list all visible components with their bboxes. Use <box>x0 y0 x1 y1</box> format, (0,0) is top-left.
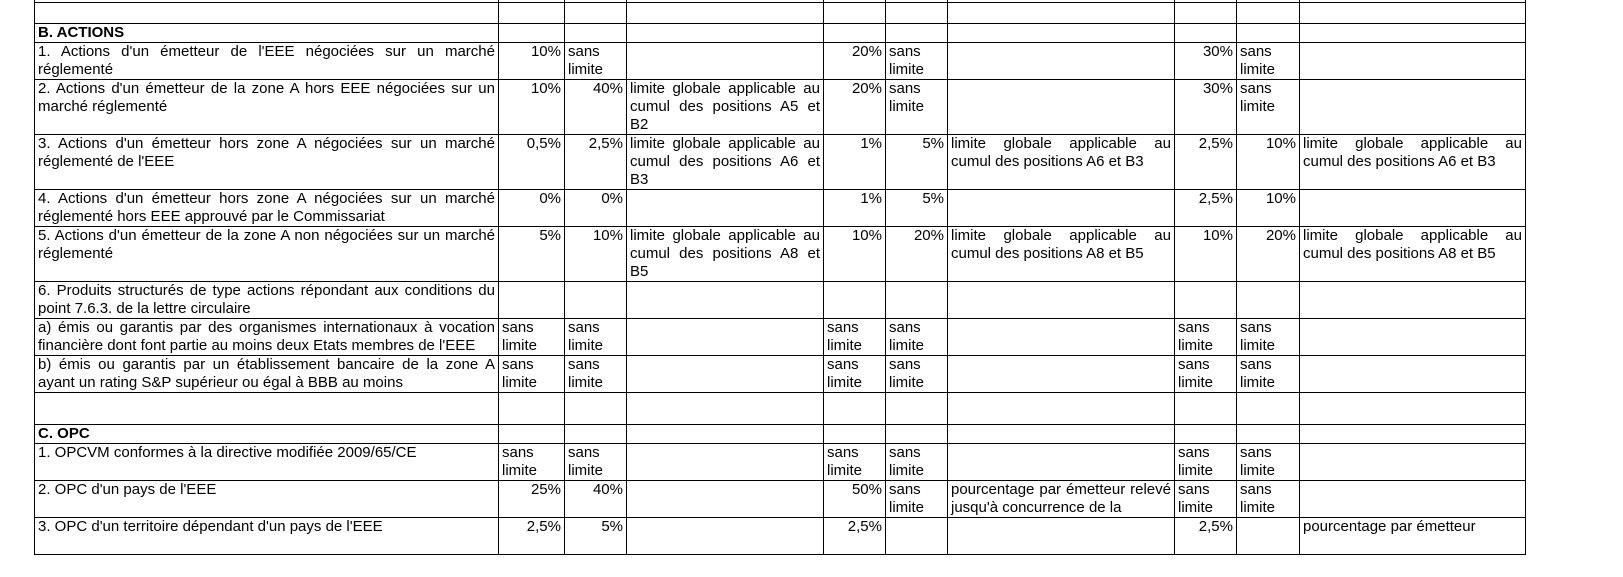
note-cell <box>948 356 1175 393</box>
table-row <box>35 319 1526 356</box>
table-row <box>35 356 1526 393</box>
limit-cell: sans limite <box>565 356 627 393</box>
note-cell <box>627 444 824 481</box>
limit-cell: 20% <box>824 43 886 80</box>
note-cell: limite globale applicable au cumul des positions A8 et B5 <box>948 227 1175 282</box>
note-cell: pourcentage par émetteur relevé jusqu'à concurrence de la <box>948 481 1175 518</box>
limit-cell: sans limite <box>1237 319 1300 356</box>
row-label: 6. Produits structurés de type actions répondant aux conditions du point 7.6.3. de la lettre circulaire <box>35 282 499 319</box>
limit-cell: sans limite <box>1175 356 1237 393</box>
limit-cell: sans limite <box>1175 444 1237 481</box>
limit-cell: 10% <box>1175 227 1237 282</box>
note-cell <box>627 518 824 555</box>
limit-cell: sans limite <box>565 319 627 356</box>
limit-cell: sans limite <box>824 356 886 393</box>
limit-cell: sans limite <box>886 481 948 518</box>
investment-limits-table <box>34 0 1526 555</box>
row-label: 3. OPC d'un territoire dépendant d'un pays de l'EEE <box>35 518 499 555</box>
limit-cell: 1% <box>824 190 886 227</box>
limit-cell: sans limite <box>1237 481 1300 518</box>
limit-cell: sans limite <box>886 43 948 80</box>
note-cell <box>948 43 1175 80</box>
note-cell <box>1300 80 1526 135</box>
note-cell <box>627 319 824 356</box>
row-label: 3. Actions d'un émetteur hors zone A négociées sur un marché réglementé de l'EEE <box>35 135 499 190</box>
note-cell <box>627 43 824 80</box>
note-cell <box>948 319 1175 356</box>
limit-cell: 10% <box>499 43 565 80</box>
row-label: 1. OPCVM conformes à la directive modifiée 2009/65/CE <box>35 444 499 481</box>
note-cell: limite globale applicable au cumul des positions A5 et B2 <box>627 80 824 135</box>
table-row <box>35 444 1526 481</box>
limit-cell: 5% <box>886 190 948 227</box>
note-cell <box>948 190 1175 227</box>
limit-cell: sans limite <box>1237 80 1300 135</box>
table-row <box>35 282 1526 319</box>
note-cell <box>1300 319 1526 356</box>
limit-cell: 20% <box>1237 227 1300 282</box>
note-cell <box>948 518 1175 555</box>
row-label: 1. Actions d'un émetteur de l'EEE négociées sur un marché réglementé <box>35 43 499 80</box>
limit-cell: 2,5% <box>824 518 886 555</box>
limit-cell: 10% <box>565 227 627 282</box>
limit-cell: 2,5% <box>565 135 627 190</box>
table-row <box>35 481 1526 518</box>
note-cell <box>627 190 824 227</box>
limit-cell: sans limite <box>1175 319 1237 356</box>
limit-cell: sans limite <box>1175 481 1237 518</box>
limit-cell: sans limite <box>824 319 886 356</box>
limit-cell: 2,5% <box>1175 518 1237 555</box>
limit-cell: 2,5% <box>1175 135 1237 190</box>
table-row <box>35 135 1526 190</box>
row-label: 5. Actions d'un émetteur de la zone A non négociées sur un marché réglementé <box>35 227 499 282</box>
limit-cell: 2,5% <box>499 518 565 555</box>
limit-cell: sans limite <box>499 356 565 393</box>
limit-cell: 5% <box>565 518 627 555</box>
note-cell <box>1300 444 1526 481</box>
note-cell: limite globale applicable au cumul des positions A8 et B5 <box>627 227 824 282</box>
limit-cell: 5% <box>499 227 565 282</box>
limit-cell: 5% <box>886 135 948 190</box>
limit-cell: sans limite <box>886 356 948 393</box>
note-cell <box>1300 190 1526 227</box>
limit-cell: 20% <box>886 227 948 282</box>
limit-cell: sans limite <box>499 319 565 356</box>
table-row <box>35 80 1526 135</box>
limit-cell: 10% <box>499 80 565 135</box>
limit-cell: 20% <box>824 80 886 135</box>
limit-cell: 0,5% <box>499 135 565 190</box>
limit-cell: 2,5% <box>1175 190 1237 227</box>
limit-cell <box>1237 518 1300 555</box>
limit-cell <box>886 518 948 555</box>
limit-cell: sans limite <box>565 444 627 481</box>
limit-cell: sans limite <box>565 43 627 80</box>
limit-cell: sans limite <box>824 444 886 481</box>
limit-cell: 0% <box>499 190 565 227</box>
limit-cell: 30% <box>1175 80 1237 135</box>
spacer-row <box>35 393 1526 425</box>
row-label: b) émis ou garantis par un établissement bancaire de la zone A ayant un rating S&P supérieur ou égal à BBB au moins <box>35 356 499 393</box>
table-row <box>35 43 1526 80</box>
limit-cell: sans limite <box>499 444 565 481</box>
section-header-actions <box>35 24 1526 43</box>
limit-cell: 30% <box>1175 43 1237 80</box>
note-cell <box>627 481 824 518</box>
limit-cell: sans limite <box>886 444 948 481</box>
limit-cell: 10% <box>1237 135 1300 190</box>
note-cell: pourcentage par émetteur <box>1300 518 1526 555</box>
note-cell: limite globale applicable au cumul des positions A6 et B3 <box>1300 135 1526 190</box>
spacer-row <box>35 3 1526 24</box>
limit-cell: 0% <box>565 190 627 227</box>
limit-cell: 1% <box>824 135 886 190</box>
note-cell <box>1300 356 1526 393</box>
table-row <box>35 518 1526 555</box>
limit-cell: sans limite <box>1237 43 1300 80</box>
limit-cell: sans limite <box>1237 356 1300 393</box>
note-cell <box>948 444 1175 481</box>
section-title: C. OPC <box>35 425 499 444</box>
note-cell: limite globale applicable au cumul des positions A6 et B3 <box>627 135 824 190</box>
note-cell <box>627 356 824 393</box>
row-label: a) émis ou garantis par des organismes internationaux à vocation financière dont font partie au moins deux Etats membres de l'EEE <box>35 319 499 356</box>
limit-cell: 50% <box>824 481 886 518</box>
note-cell: limite globale applicable au cumul des positions A8 et B5 <box>1300 227 1526 282</box>
limit-cell: 25% <box>499 481 565 518</box>
table-row <box>35 227 1526 282</box>
limit-cell: 10% <box>1237 190 1300 227</box>
row-label: 2. OPC d'un pays de l'EEE <box>35 481 499 518</box>
limit-cell: sans limite <box>886 80 948 135</box>
limit-cell: 40% <box>565 481 627 518</box>
limit-cell: 40% <box>565 80 627 135</box>
note-cell <box>948 80 1175 135</box>
row-label: 4. Actions d'un émetteur hors zone A négociées sur un marché réglementé hors EEE approuvé par le Commissariat <box>35 190 499 227</box>
limit-cell: 10% <box>824 227 886 282</box>
note-cell: limite globale applicable au cumul des positions A6 et B3 <box>948 135 1175 190</box>
limit-cell: sans limite <box>886 319 948 356</box>
table-row <box>35 190 1526 227</box>
note-cell <box>1300 481 1526 518</box>
note-cell <box>1300 43 1526 80</box>
limit-cell: sans limite <box>1237 444 1300 481</box>
section-header-opc <box>35 425 1526 444</box>
row-label: 2. Actions d'un émetteur de la zone A hors EEE négociées sur un marché réglementé <box>35 80 499 135</box>
section-title: B. ACTIONS <box>35 24 499 43</box>
